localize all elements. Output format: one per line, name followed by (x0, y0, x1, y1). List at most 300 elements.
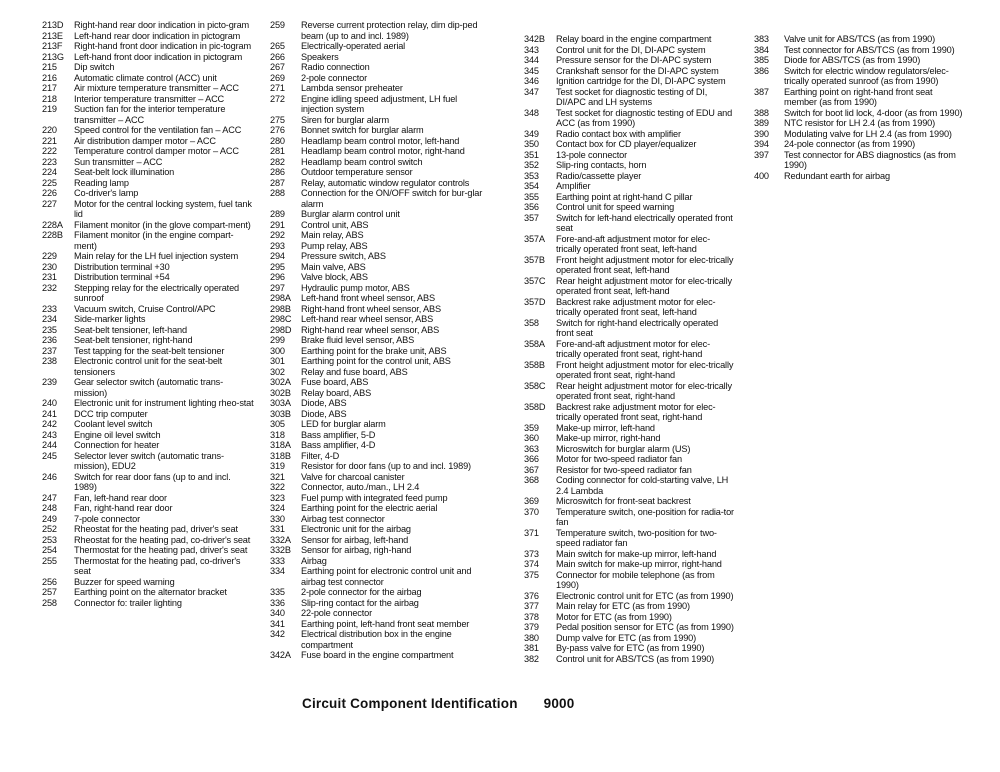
component-row (270, 83, 483, 94)
component-number: 224 (42, 167, 57, 177)
component-description: Relay and fuse board, ABS (301, 366, 408, 377)
component-number: 301 (270, 356, 285, 366)
component-number: 357 (524, 212, 539, 223)
component-row (524, 66, 734, 77)
component-row (524, 549, 734, 560)
component-row (524, 528, 734, 549)
component-row (524, 433, 734, 444)
component-number: 222 (42, 146, 57, 156)
component-row (270, 619, 483, 630)
component-description: Outdoor temperature sensor (301, 167, 413, 177)
component-description: Control unit, ABS (301, 219, 369, 230)
page-footer (302, 696, 574, 711)
component-row (42, 556, 255, 577)
component-row (524, 318, 734, 339)
component-number: 332A (270, 534, 291, 545)
component-number: 344 (524, 55, 539, 65)
component-description: Fan, left-hand rear door (74, 492, 167, 503)
component-description: Connector fo: trailer lighting (74, 597, 182, 608)
component-number: 371 (524, 527, 539, 538)
component-description: Reverse current protection relay, dim dip-ped beam (up to and incl. 1989) (301, 20, 478, 41)
component-number: 230 (42, 261, 57, 272)
component-description: Resistor for two-speed radiator fan (556, 464, 692, 475)
component-description: Dip switch (74, 62, 115, 72)
component-description: Diode, ABS (301, 398, 347, 408)
component-description: Radio contact box with amplifier (556, 128, 681, 139)
component-description: Redundant earth for airbag (784, 170, 890, 181)
component-number: 355 (524, 191, 539, 202)
component-description: Diode for ABS/TCS (as from 1990) (784, 55, 921, 65)
component-number: 318 (270, 429, 285, 440)
component-row (42, 230, 255, 251)
component-number: 358C (524, 380, 546, 391)
component-row (270, 241, 483, 252)
component-number: 381 (524, 643, 539, 653)
component-row (524, 591, 734, 602)
component-row (524, 643, 734, 654)
component-description: Electronic control unit for ETC (as from 1990) (556, 590, 734, 601)
component-description: Connector, auto./man., LH 2.4 (301, 482, 420, 492)
component-row (270, 493, 483, 504)
component-description: Airbag test connector (301, 513, 385, 524)
component-number: 226 (42, 188, 57, 198)
component-number: 219 (42, 104, 57, 114)
component-row (524, 465, 734, 476)
component-number: 233 (42, 303, 57, 314)
component-row (270, 115, 483, 126)
component-row (524, 622, 734, 633)
component-number: 342B (524, 34, 545, 44)
component-description: Engine idling speed adjustment, LH fuel injection system (301, 93, 458, 114)
component-row (270, 398, 483, 409)
component-description: 2-pole connector (301, 72, 368, 83)
component-number: 294 (270, 251, 285, 261)
component-number: 333 (270, 555, 285, 566)
component-description: Selector lever switch (automatic trans-mission), EDU2 (74, 450, 224, 471)
component-row (42, 188, 255, 199)
component-description: Automatic climate control (ACC) unit (74, 72, 217, 83)
component-description: Radio/cassette player (556, 170, 642, 181)
component-description: Distribution terminal +54 (74, 272, 170, 282)
component-description: Pump relay, ABS (301, 240, 368, 251)
component-description: 2-pole connector for the airbag (301, 587, 422, 597)
component-number: 388 (754, 107, 769, 118)
component-number: 246 (42, 471, 57, 482)
component-row (524, 297, 734, 318)
component-row (754, 108, 964, 119)
component-number: 298B (270, 303, 291, 314)
component-description: Side-marker lights (74, 314, 146, 324)
component-description: Hydraulic pump motor, ABS (301, 282, 410, 293)
component-number: 223 (42, 156, 57, 167)
component-number: 341 (270, 618, 285, 629)
component-row (42, 94, 255, 105)
component-number: 252 (42, 524, 57, 534)
component-row (754, 171, 964, 182)
component-row (270, 598, 483, 609)
component-row (524, 570, 734, 591)
component-row (754, 118, 964, 129)
component-number: 347 (524, 86, 539, 97)
component-row (524, 55, 734, 66)
component-number: 386 (754, 65, 769, 76)
component-row (42, 577, 255, 588)
component-description: Fuse board, ABS (301, 377, 369, 387)
component-row (42, 493, 255, 504)
component-row (270, 608, 483, 619)
component-description: Filter, 4-D (301, 450, 340, 461)
component-number: 242 (42, 419, 57, 429)
component-row (524, 276, 734, 297)
component-number: 248 (42, 503, 57, 513)
component-row (524, 45, 734, 56)
component-number: 358B (524, 359, 545, 370)
component-number: 289 (270, 209, 285, 219)
component-row (42, 535, 255, 546)
component-description: Earthing point for the control unit, ABS (301, 356, 451, 366)
component-description: Electrical distribution box in the engine compartment (301, 629, 452, 650)
component-column-4 (754, 34, 964, 181)
component-description: Backrest rake adjustment motor for elec-trically operated front seat, right-hand (556, 401, 716, 422)
component-row (42, 430, 255, 441)
component-row (754, 150, 964, 171)
component-number: 357D (524, 296, 546, 307)
component-number: 291 (270, 219, 285, 230)
component-row (42, 283, 255, 304)
component-row (42, 335, 255, 346)
component-number: 318B (270, 450, 291, 461)
model-number: 9000 (543, 696, 575, 711)
component-number: 363 (524, 443, 539, 454)
component-number: 366 (524, 454, 539, 464)
component-number: 357B (524, 254, 545, 265)
component-description: Radio connection (301, 62, 370, 72)
component-row (42, 167, 255, 178)
component-number: 302 (270, 366, 285, 377)
component-description: Motor for the central locking system, fuel tank lid (74, 198, 252, 219)
component-number: 213E (42, 30, 63, 41)
component-column-3 (524, 34, 734, 664)
component-row (42, 514, 255, 525)
component-description: Motor for ETC (as from 1990) (556, 611, 672, 622)
component-description: Reading lamp (74, 177, 129, 188)
component-description: Electronic control unit for the seat-belt tensioners (74, 356, 223, 377)
component-description: Main relay for ETC (as from 1990) (556, 601, 690, 611)
component-description: Pressure switch, ABS (301, 251, 386, 261)
component-number: 369 (524, 496, 539, 506)
component-number: 367 (524, 464, 539, 475)
component-number: 319 (270, 461, 285, 471)
component-number: 221 (42, 135, 57, 146)
component-description: Main valve, ABS (301, 261, 366, 272)
component-row (754, 34, 964, 45)
component-description: Rear height adjustment motor for elec-trically operated front seat, left-hand (556, 275, 732, 296)
component-row (42, 440, 255, 451)
component-number: 302B (270, 387, 291, 398)
component-description: 22-pole connector (301, 608, 372, 618)
component-number: 245 (42, 450, 57, 461)
component-number: 357A (524, 233, 545, 244)
component-description: LED for burglar alarm (301, 419, 386, 429)
component-row (524, 234, 734, 255)
component-description: Test tapping for the seat-belt tensioner (74, 345, 225, 356)
component-description: Seat-belt tensioner, right-hand (74, 335, 193, 345)
component-number: 354 (524, 181, 539, 191)
component-number: 220 (42, 125, 57, 135)
component-row (270, 356, 483, 367)
component-description: Electronic unit for the airbag (301, 524, 411, 534)
component-number: 228B (42, 230, 63, 240)
component-row (270, 20, 483, 41)
component-number: 346 (524, 76, 539, 86)
component-number: 232 (42, 282, 57, 293)
component-description: Right-hand rear wheel sensor, ABS (301, 324, 440, 335)
component-description: Fore-and-aft adjustment motor for elec-trically operated front seat, left-hand (556, 233, 710, 254)
component-number: 300 (270, 345, 285, 356)
component-row (42, 41, 255, 52)
component-number: 303A (270, 398, 291, 408)
component-description: Lambda sensor preheater (301, 83, 403, 93)
component-description: Valve block, ABS (301, 272, 368, 282)
component-row (270, 650, 483, 661)
component-row (270, 482, 483, 493)
component-row (270, 472, 483, 483)
component-number: 356 (524, 202, 539, 212)
component-number: 349 (524, 128, 539, 139)
component-number: 378 (524, 611, 539, 622)
component-row (42, 104, 255, 125)
component-number: 255 (42, 555, 57, 566)
component-number: 239 (42, 377, 57, 387)
component-number: 389 (754, 118, 769, 128)
component-number: 358 (524, 317, 539, 328)
component-number: 281 (270, 146, 285, 156)
component-number: 218 (42, 93, 57, 104)
component-row (270, 125, 483, 136)
component-number: 322 (270, 482, 285, 492)
component-number: 287 (270, 177, 285, 188)
component-row (42, 524, 255, 535)
component-row (524, 213, 734, 234)
component-row (42, 83, 255, 94)
component-description: Ignition cartridge for the DI, DI-APC system (556, 76, 726, 86)
component-number: 240 (42, 398, 57, 408)
component-number: 324 (270, 503, 285, 513)
component-number: 373 (524, 548, 539, 559)
component-number: 276 (270, 125, 285, 135)
component-description: Bass amplifier, 5-D (301, 429, 376, 440)
component-description: Coolant level switch (74, 419, 153, 429)
component-row (754, 139, 964, 150)
component-description: Pressure sensor for the DI-APC system (556, 55, 712, 65)
component-row (270, 440, 483, 451)
component-row (524, 87, 734, 108)
component-description: Diode, ABS (301, 408, 347, 419)
component-description: Switch for left-hand electrically operated front seat (556, 212, 733, 233)
component-description: Temperature control damper motor – ACC (74, 146, 239, 156)
component-description: Earthing point for the brake unit, ABS (301, 345, 447, 356)
component-description: Fan, right-hand rear door (74, 503, 173, 513)
component-description: Bonnet switch for burglar alarm (301, 125, 424, 135)
component-row (270, 230, 483, 241)
component-number: 231 (42, 272, 57, 282)
component-description: Stepping relay for the electrically operated sunroof (74, 282, 239, 303)
component-number: 215 (42, 62, 57, 72)
component-number: 303B (270, 408, 291, 419)
component-row (524, 423, 734, 434)
component-description: Burglar alarm control unit (301, 209, 400, 219)
component-number: 358D (524, 401, 546, 412)
component-number: 332B (270, 545, 291, 555)
component-row (270, 535, 483, 546)
component-number: 286 (270, 167, 285, 177)
component-description: Rear height adjustment motor for elec-trically operated front seat, right-hand (556, 380, 732, 401)
component-description: Earthing point for the electric aerial (301, 503, 438, 513)
component-description: Backrest rake adjustment motor for elec-trically operated front seat, left-hand (556, 296, 716, 317)
component-row (524, 139, 734, 150)
component-description: Crankshaft sensor for the DI-APC system (556, 65, 719, 76)
component-description: Connection for the ON/OFF switch for bur-glar alarm (301, 188, 483, 209)
component-number: 342A (270, 650, 291, 660)
component-row (270, 283, 483, 294)
component-number: 295 (270, 261, 285, 272)
component-row (524, 108, 734, 129)
component-description: Earthing point, left-hand front seat member (301, 618, 470, 629)
component-description: Filament monitor (in the glove compart-ment) (74, 219, 251, 230)
component-description: Thermostat for the heating pad, driver's seat (74, 545, 248, 555)
component-row (270, 220, 483, 231)
component-row (270, 409, 483, 420)
component-description: Buzzer for speed warning (74, 576, 175, 587)
component-number: 345 (524, 65, 539, 76)
component-number: 334 (270, 566, 285, 576)
component-description: 24-pole connector (as from 1990) (784, 139, 916, 149)
component-number: 299 (270, 335, 285, 345)
component-row (524, 339, 734, 360)
component-number: 390 (754, 128, 769, 139)
component-description: Modulating valve for LH 2.4 (as from 1990) (784, 128, 952, 139)
component-row (270, 73, 483, 84)
component-row (524, 129, 734, 140)
component-row (524, 496, 734, 507)
component-description: Suction fan for the interior temperature transmitter – ACC (74, 104, 226, 125)
component-row (524, 76, 734, 87)
component-row (42, 20, 255, 31)
component-row (270, 272, 483, 283)
component-description: Pedal position sensor for ETC (as from 1990) (556, 622, 734, 632)
component-description: Earthing point for electronic control unit and airbag test connector (301, 566, 472, 587)
component-row (42, 31, 255, 42)
component-description: Left-hand rear door indication in pictogram (74, 30, 241, 41)
component-number: 269 (270, 72, 285, 83)
component-number: 377 (524, 601, 539, 611)
component-description: Siren for burglar alarm (301, 114, 389, 125)
component-description: Speakers (301, 51, 339, 62)
component-number: 213F (42, 41, 63, 51)
component-description: Amplifier (556, 181, 591, 191)
component-description: Fore-and-aft adjustment motor for elec-trically operated front seat, right-hand (556, 338, 710, 359)
component-number: 225 (42, 177, 57, 188)
component-number: 382 (524, 653, 539, 664)
component-description: Right-hand front wheel sensor, ABS (301, 303, 441, 314)
component-description: Motor for two-speed radiator fan (556, 454, 682, 464)
component-number: 267 (270, 62, 285, 72)
component-number: 383 (754, 34, 769, 44)
component-row (270, 419, 483, 430)
component-description: Sun transmitter – ACC (74, 156, 163, 167)
component-description: Filament monitor (in the engine compart-ment) (74, 230, 234, 251)
component-description: Control unit for speed warning (556, 202, 675, 212)
component-row (270, 377, 483, 388)
component-number: 241 (42, 408, 57, 419)
component-row (42, 314, 255, 325)
component-number: 375 (524, 569, 539, 580)
component-row (42, 346, 255, 357)
component-number: 350 (524, 139, 539, 149)
component-row (42, 377, 255, 398)
component-row (42, 356, 255, 377)
component-description: DCC trip computer (74, 408, 148, 419)
component-number: 244 (42, 440, 57, 450)
component-row (524, 454, 734, 465)
component-row (270, 157, 483, 168)
component-description: Seat-belt tensioner, left-hand (74, 324, 187, 335)
component-row (524, 507, 734, 528)
component-row (754, 66, 964, 87)
component-row (270, 251, 483, 262)
component-number: 360 (524, 433, 539, 443)
component-description: Dump valve for ETC (as from 1990) (556, 632, 697, 643)
component-row (270, 545, 483, 556)
component-row (270, 293, 483, 304)
component-number: 331 (270, 524, 285, 534)
component-description: Main relay, ABS (301, 230, 364, 240)
component-row (524, 181, 734, 192)
component-number: 217 (42, 83, 57, 93)
component-description: Switch for right-hand electrically operated front seat (556, 317, 719, 338)
component-number: 247 (42, 492, 57, 503)
component-row (270, 451, 483, 462)
component-row (524, 402, 734, 423)
component-description: Slip-ring contact for the airbag (301, 597, 419, 608)
component-description: Coding connector for cold-starting valve, LH 2.4 Lambda (556, 475, 729, 496)
component-description: 7-pole connector (74, 513, 141, 524)
component-row (524, 612, 734, 623)
component-number: 265 (270, 41, 285, 51)
component-row (42, 220, 255, 231)
component-description: Relay, automatic window regulator controls (301, 177, 470, 188)
component-column-1 (42, 20, 255, 608)
component-row (270, 167, 483, 178)
component-number: 271 (270, 83, 285, 93)
component-description: Make-up mirror, right-hand (556, 433, 661, 443)
component-description: Test connector for ABS/TCS (as from 1990) (784, 44, 955, 55)
component-description: Valve for charcoal canister (301, 471, 405, 482)
component-description: Connection for heater (74, 440, 160, 450)
component-number: 227 (42, 198, 57, 209)
component-row (270, 514, 483, 525)
component-number: 213G (42, 51, 64, 62)
component-number: 385 (754, 55, 769, 65)
component-description: Engine oil level switch (74, 429, 161, 440)
component-number: 236 (42, 335, 57, 345)
component-row (270, 178, 483, 189)
component-description: Main switch for make-up mirror, right-hand (556, 559, 722, 569)
component-number: 229 (42, 251, 57, 261)
component-number: 258 (42, 597, 57, 608)
component-row (524, 255, 734, 276)
component-number: 254 (42, 545, 57, 555)
